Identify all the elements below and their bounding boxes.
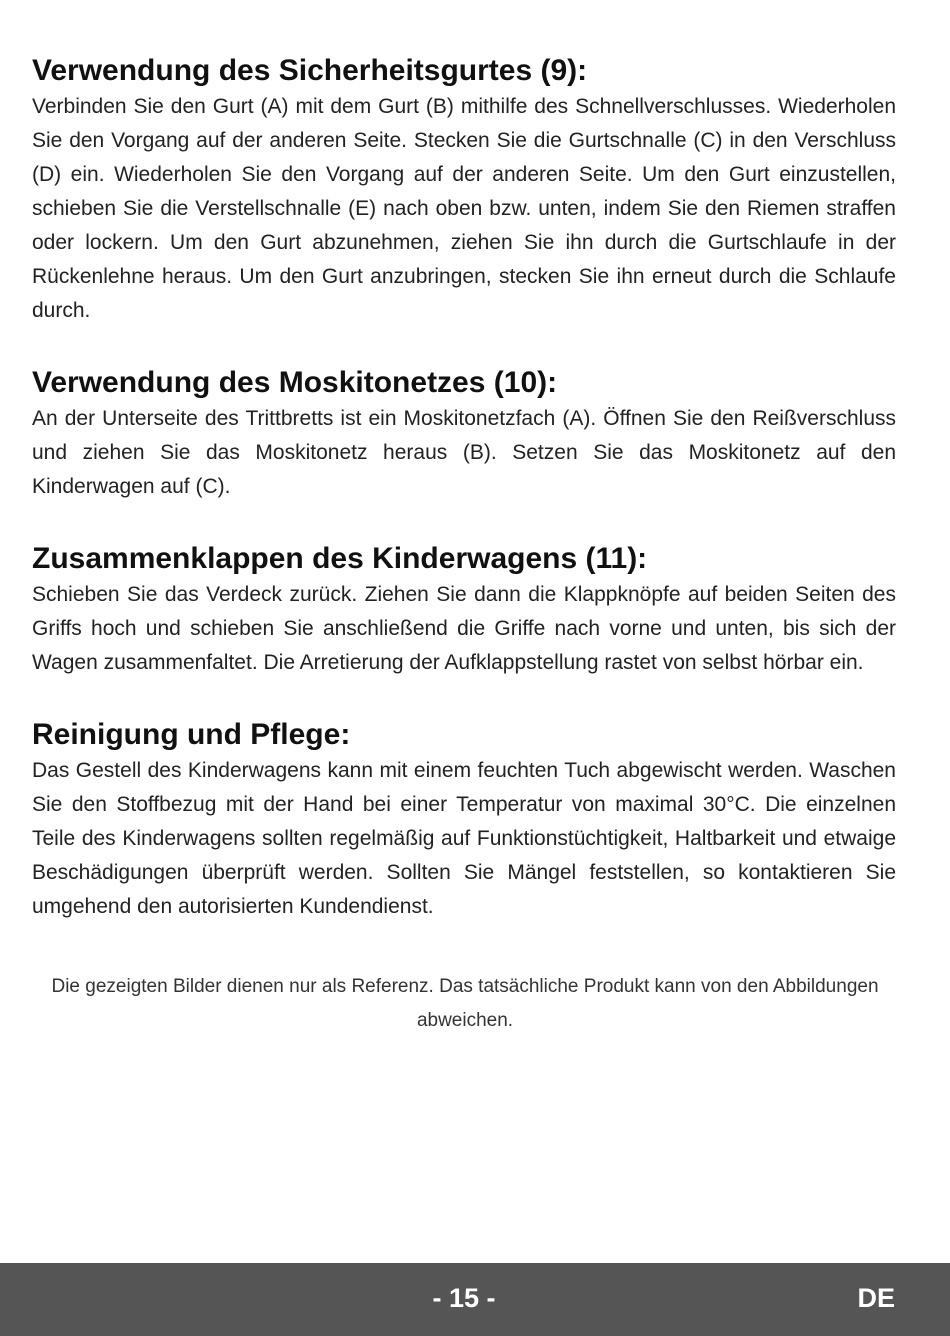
section-body: An der Unterseite des Trittbretts ist ein Moskitonetzfach (A). Öffnen Sie den Reißverschluss und ziehen Sie das Moskitonetz heraus (B). Setzen Sie das Moskitonetz auf den Kinderwagen auf (C). xyxy=(32,407,896,498)
manual-content xyxy=(32,52,896,960)
language-code: DE xyxy=(857,1283,895,1313)
section-body: Schieben Sie das Verdeck zurück. Ziehen Sie dann die Klappknöpfe auf beiden Seiten des Griffs hoch und schieben Sie anschließend die Griffe nach vorne und unten, bis sich der Wagen zusammenfaltet. Die Arretierung der Aufklappstellung rastet von selbst hörbar ein. xyxy=(32,583,896,674)
section-folding xyxy=(32,540,896,680)
page-number: - 15 - xyxy=(432,1283,496,1313)
section-heading: Verwendung des Sicherheitsgurtes (9): xyxy=(32,54,588,87)
section-heading: Reinigung und Pflege: xyxy=(32,718,351,751)
section-cleaning xyxy=(32,716,896,924)
section-heading: Verwendung des Moskitonetzes (10): xyxy=(32,366,558,399)
page-footer xyxy=(0,1263,950,1336)
section-mosquito-net xyxy=(32,364,896,504)
section-body: Das Gestell des Kinderwagens kann mit einem feuchten Tuch abgewischt werden. Waschen Sie den Stoffbezug mit der Hand bei einer Temperatur von maximal 30°C. Die einzelnen Teile des Kinderwagens sollten regelmäßig auf Funktionstüchtigkeit, Haltbarkeit und etwaige Beschädigungen überprüft werden. Sollten Sie Mängel feststellen, so kontaktieren Sie umgehend den autorisierten Kundendienst. xyxy=(32,759,896,918)
section-body: Verbinden Sie den Gurt (A) mit dem Gurt (B) mithilfe des Schnellverschlusses. Wiederholen Sie den Vorgang auf der anderen Seite. Stecken Sie die Gurtschnalle (C) in den Verschluss (D) ein. Wiederholen Sie den Vorgang auf der anderen Seite. Um den Gurt einzustellen, schieben Sie die Verstellschnalle (E) nach oben bzw. unten, indem Sie den Riemen straffen oder lockern. Um den Gurt abzunehmen, ziehen Sie ihn durch die Gurtschlaufe in der Rückenlehne heraus. Um den Gurt anzubringen, stecken Sie ihn erneut durch die Schlaufe durch. xyxy=(32,95,896,322)
image-disclaimer: Die gezeigten Bilder dienen nur als Referenz. Das tatsächliche Produkt kann von den Abbildungen abweichen. xyxy=(51,976,879,1031)
section-seat-belt xyxy=(32,52,896,328)
section-heading: Zusammenklappen des Kinderwagens (11): xyxy=(32,542,648,575)
